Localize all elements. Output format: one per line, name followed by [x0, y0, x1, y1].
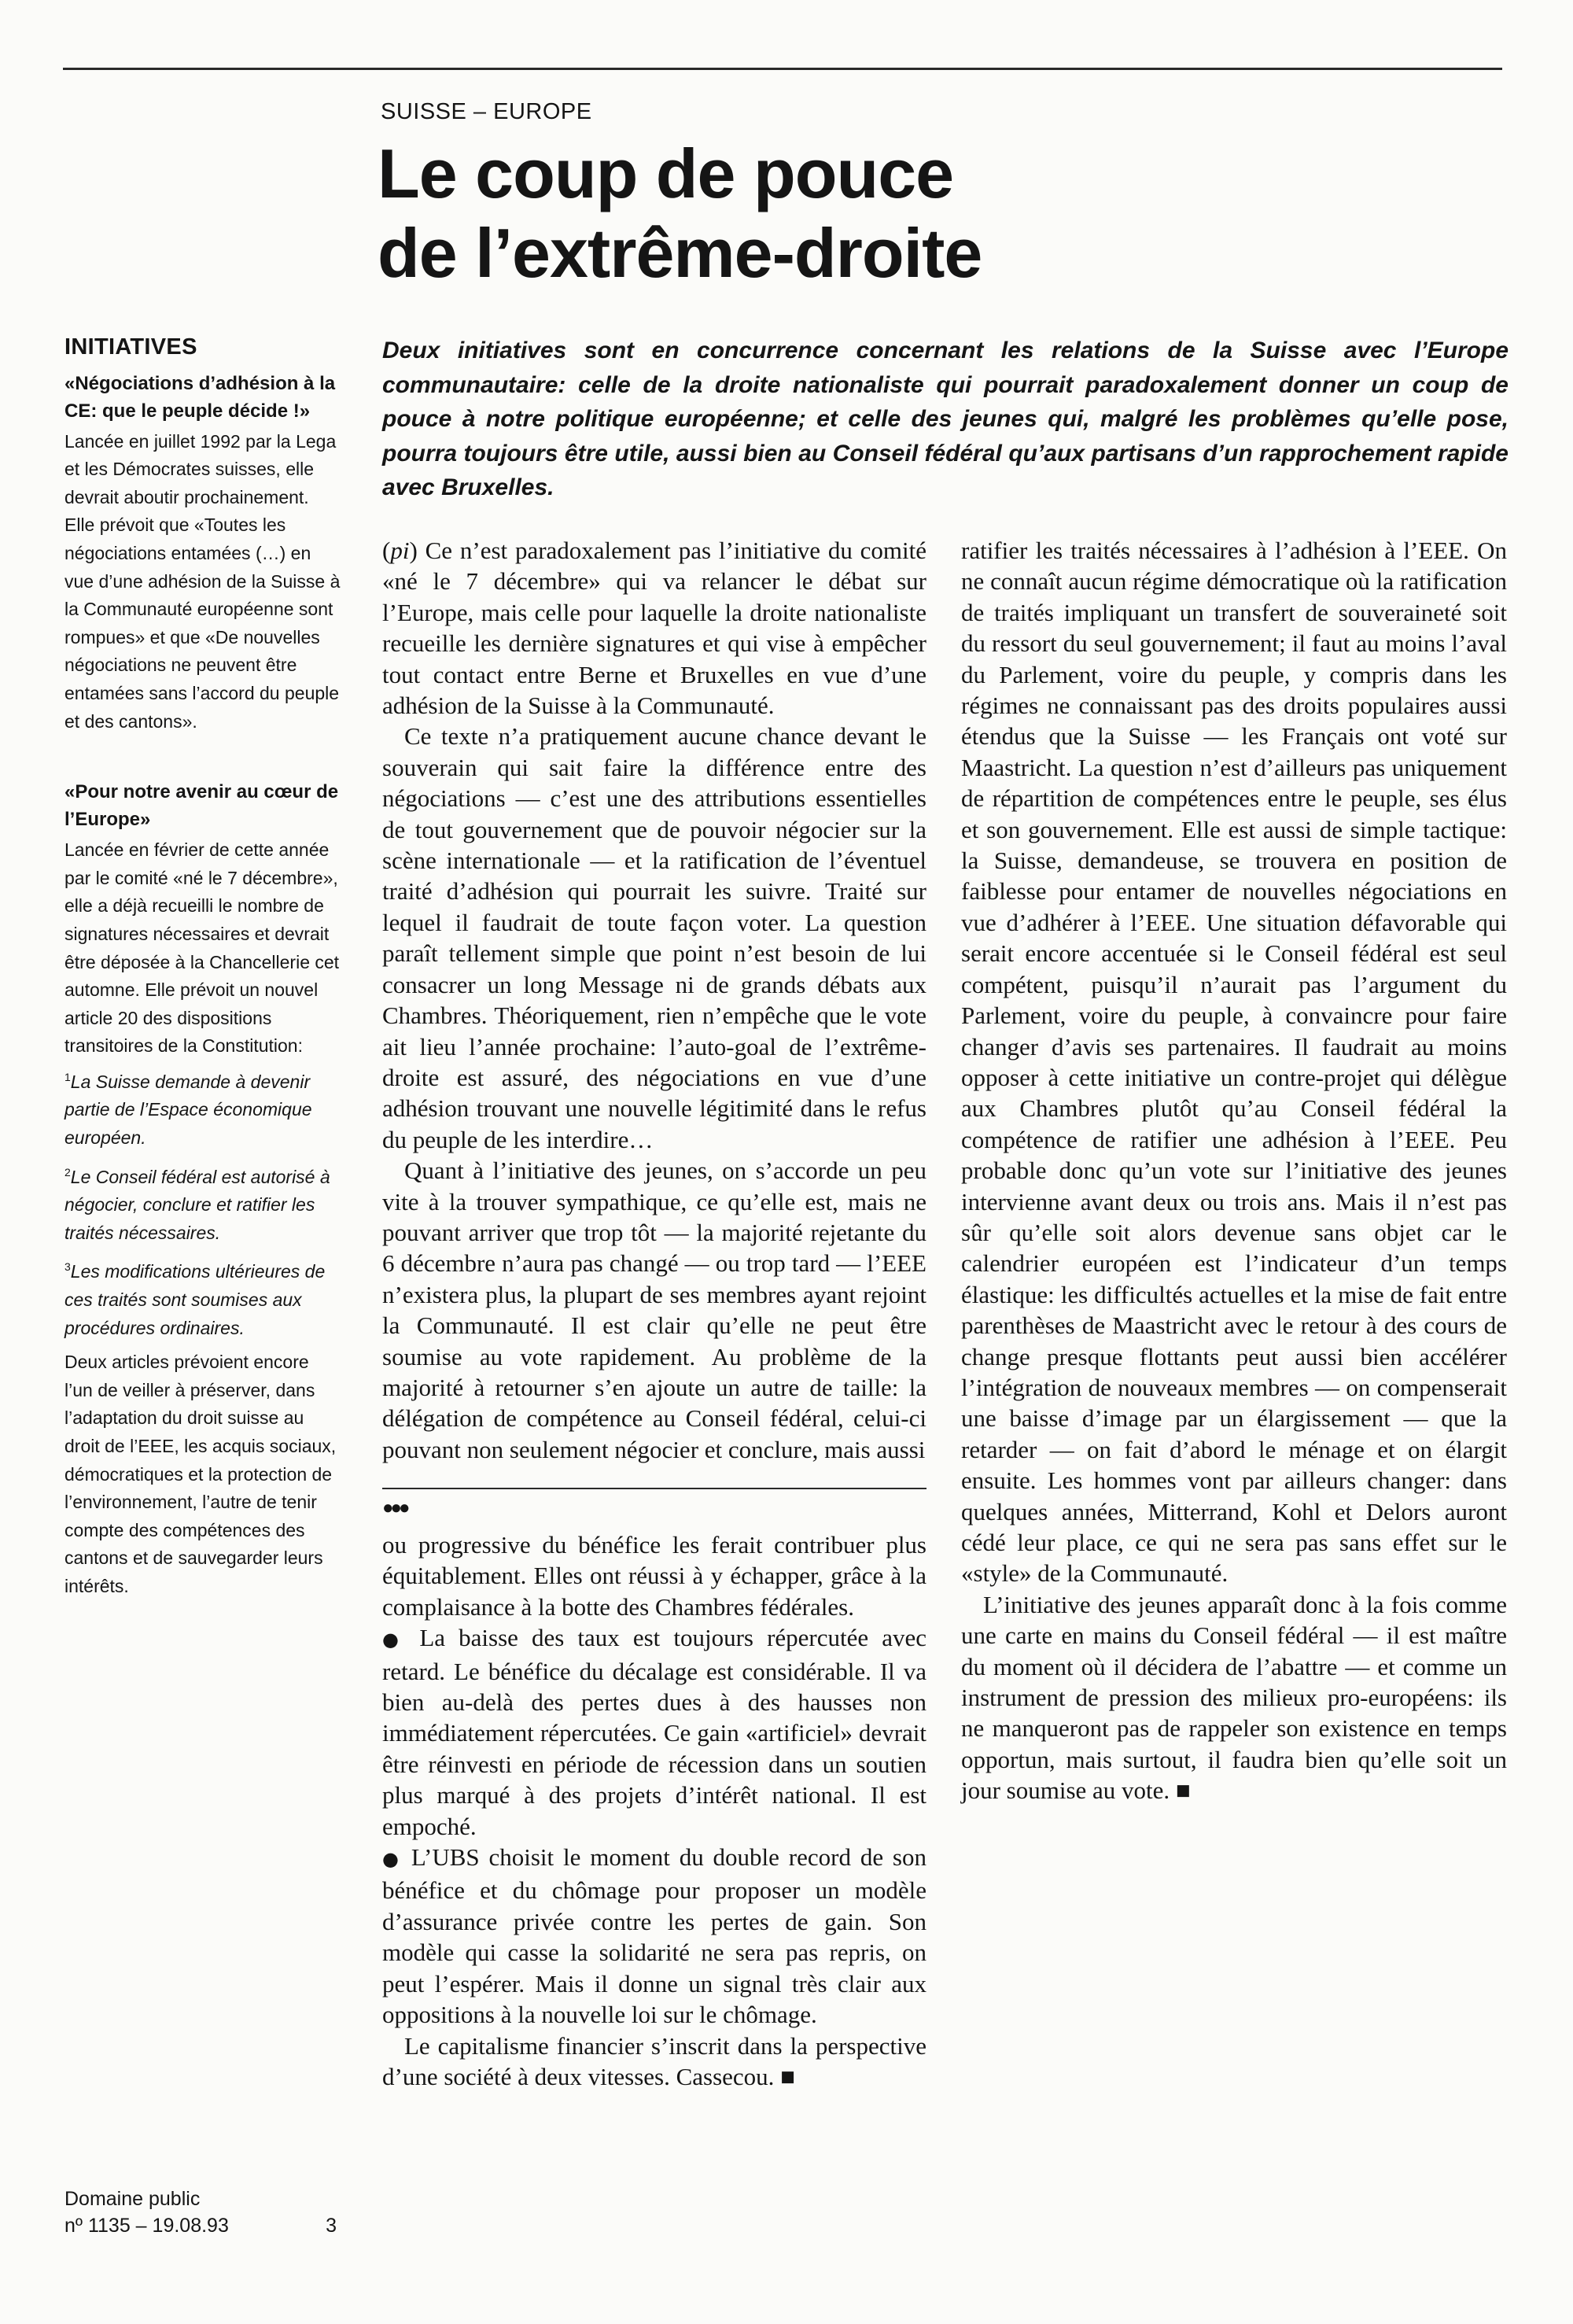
- article-paragraph: (pi) Ce n’est paradoxalement pas l’initiative du comité «né le 7 décembre» qui va relancer le débat sur l’Europe, mais celle pour laquelle la droite nationaliste recueille les dernière signatures et qui vise à empêcher tout contact entre Berne et Bruxelles en vue d’une adhésion de la Suisse à la Communauté.: [382, 537, 927, 720]
- note-item: $^1$La Suisse demande à devenir partie de l’Espace économique européen.: [64, 1070, 312, 1149]
- continuation-paragraph: ● L’UBS choisit le moment du double record de son bénéfice et du chômage pour proposer un modèle d’assurance privée contre les pertes de gain. Son modèle qui casse la solidarité ne sera pas repris, on peut l’espérer. Mais il donne un signal très clair aux oppositions à la nouvelle loi sur le chômage.: [382, 1843, 926, 2029]
- continuation-marker: ●●●: [382, 1497, 407, 1518]
- article-column-right: [961, 535, 1507, 1806]
- sidebar-item1-text: Lancée en juillet 1992 par la Lega et les Démocrates suisses, elle devrait aboutir prochainement. Elle prévoit que «Toutes les négociations entamées (…) en vue d’une adhésion de la Suisse à la Communauté européenne sont rompues» et que «De nouvelles négociations ne peuvent être entamées sans l’accord du peuple et des cantons».: [64, 430, 341, 732]
- article-column-middle: [382, 535, 926, 1465]
- article-paragraph: ratifier les traités nécessaires à l’adhésion à l’EEE. On ne connaît aucun régime démocratique où la ratification de traités impliquant un transfert de souveraineté soit du ressort du seul gouvernement; il faut au moins l’aval du Parlement, voire du peuple, y compris dans les régimes ne connaissant pas des droits populaires aussi étendus que la Suisse — les Français ont voté sur Maastricht. La question n’est d’ailleurs pas uniquement de répartition de compétences entre le peuple, ses élus et son gouvernement. Elle est aussi de simple tactique: la Suisse, demandeuse, se trouvera en position de faiblesse pour entamer de nouvelles négociations en vue d’adhérer à l’EEE. Une situation défavorable qui serait encore accentuée si le Conseil fédéral est seul compétent, puisqu’il n’aurait pas l’argument du Parlement, voire du peuple, à convaincre pour faire changer d’avis ses partenaires. Il faudrait au moins opposer à cette initiative un contre-projet qui délègue aux Chambres plutôt qu’au Conseil fédéral la compétence de ratifier une adhésion à l’EEE. Peu probable donc qu’un vote sur l’initiative des jeunes intervienne avant deux ou trois ans. Mais il n’est pas sûr qu’elle soit alors devenue sans objet car le calendrier européen est l’indicateur d’un temps élastique: les difficultés actuelles et la mise de fait entre parenthèses de Maastricht avec le retour à des cours de change presque flottants peut aussi bien accélérer l’intégration de nouveaux membres — on compenserait une baisse d’image par un élargissement — que la retarder — on fait d’abord le ménage et on élargit ensuite. Les hommes vont par ailleurs changer: dans quelques années, Mitterrand, Kohl et Delors auront cédé leur place, ce qui ne sera pas sans effet sur le «style» de la Communauté.: [961, 537, 1507, 1588]
- article-paragraph: L’initiative des jeunes apparaît donc à la fois comme une carte en mains du Conseil fédéral — il est maître du moment où il décidera de l’abattre — et comme un instrument de pression des milieux pro-européens: ils ne manqueront pas de rappeler son existence en temps opportun, mais surtout, il faudra bien qu’elle soit un jour soumise au vote. ■: [961, 1590, 1507, 1805]
- continuation-column: [382, 1529, 926, 2092]
- sidebar-item2-text: Lancée en février de cette année par le comité «né le 7 décembre», elle a déjà recueilli le nombre de signatures nécessaires et devrait être déposée à la Chancellerie cet automne. Elle prévoit un nouvel article 20 des dispositions transitoires de la Constitution:: [64, 839, 340, 1057]
- continuation-rule: [382, 1488, 926, 1489]
- sidebar-initiatives: [64, 334, 341, 1601]
- headline: [378, 134, 1479, 293]
- top-rule: [63, 68, 1502, 70]
- article-paragraph: Ce texte n’a pratiquement aucune chance devant le souverain qui sait faire la différence entre des négociations — c’est une des attributions essentielles de tout gouvernement que de pouvoir négocier sur la scène internationale — et la ratification de l’éventuel traité d’adhésion qui pourrait les suivre. Traité sur lequel il faudrait de toute façon voter. La question paraît tellement simple que point n’est besoin de lui consacrer un long Message ni de grands débats aux Chambres. Théoriquement, rien n’empêche que le vote ait lieu l’année prochaine: l’auto-goal de l’extrême-droite est assuré, des négociations en vue d’une adhésion trouvant une nouvelle légitimité dans le refus du peuple de les interdire…: [382, 722, 926, 1153]
- footer: [64, 2186, 341, 2239]
- page-number: 3: [326, 2215, 337, 2237]
- note-item: $^3$Les modifications ultérieures de ces traités sont soumises aux procédures ordinaires.: [64, 1260, 326, 1338]
- continuation-paragraph: Le capitalisme financier s’inscrit dans la perspective d’une société à deux vitesses. Cassecou. ■: [382, 2031, 926, 2090]
- rubric: SUISSE – EUROPE: [381, 99, 592, 124]
- issue-info: nº 1135 – 19.08.93: [64, 2215, 229, 2237]
- lead-paragraph: Deux initiatives sont en concurrence concernant les relations de la Suisse avec l’Europe communautaire: celle de la droite nationaliste qui pourrait paradoxalement donner un coup de pouce à notre politique européenne; et celle des jeunes qui, malgré les problèmes qu’elle pose, pourra toujours être utile, aussi bien au Conseil fédéral qu’aux partisans d’un rapprochement rapide avec Bruxelles.: [382, 338, 1509, 501]
- article-paragraph: Quant à l’initiative des jeunes, on s’accorde un peu vite à la trouver sympathique, ce qu’elle est, mais ne pouvant arriver que trop tôt — la majorité rejetante du 6 décembre n’aura pas changé — ou trop tard — l’EEE n’existera plus, la plupart de ses membres ayant rejoint la Communauté. Il est clair qu’elle ne peut être soumise au vote rapidement. Au problème de la majorité à retourner s’en ajoute un autre de taille: la délégation de compétence au Conseil fédéral, celui-ci pouvant non seulement négocier et conclure, mais aussi: [382, 1156, 926, 1463]
- sidebar-item1-heading: «Négociations d’adhésion à la CE: que le peuple décide !»: [64, 372, 336, 422]
- sidebar-item2-heading: «Pour notre avenir au cœur de l’Europe»: [64, 781, 339, 831]
- headline-line-1: Le coup de pouce: [378, 135, 954, 212]
- headline-line-2: de l’extrême-droite: [378, 214, 982, 292]
- byline: pi: [390, 537, 410, 564]
- continuation-paragraph: ou progressive du bénéfice les ferait contribuer plus équitablement. Elles ont réussi à y échapper, grâce à la complaisance à la botte des Chambres fédérales.: [382, 1531, 926, 1621]
- continuation-paragraph: ● La baisse des taux est toujours répercutée avec retard. Le bénéfice du décalage est considérable. Il va bien au-delà des pertes dues à des hausses non immédiatement répercutées. Ce gain «artificiel» devrait être réinvesti en période de récession dans un soutien plus marqué à des projets d’intérêt national. Il est empoché.: [382, 1624, 926, 1840]
- publication-name: Domaine public: [64, 2188, 201, 2210]
- sidebar-title: INITIATIVES: [64, 334, 197, 360]
- bullet-icon: ●: [382, 1629, 407, 1651]
- sidebar-item2-closing: Deux articles prévoient encore l’un de veiller à préserver, dans l’adaptation du droit suisse au droit de l’EEE, les acquis sociaux, démocratiques et la protection de l’environnement, l’autre de tenir compte des compétences des cantons et de sauvegarder leurs intérêts.: [64, 1352, 337, 1596]
- article-20-notes: [64, 1064, 341, 1342]
- note-item: $^2$Le Conseil fédéral est autorisé à négocier, conclure et ratifier les traités nécessaires.: [64, 1165, 330, 1243]
- bullet-icon: ●: [382, 1848, 403, 1871]
